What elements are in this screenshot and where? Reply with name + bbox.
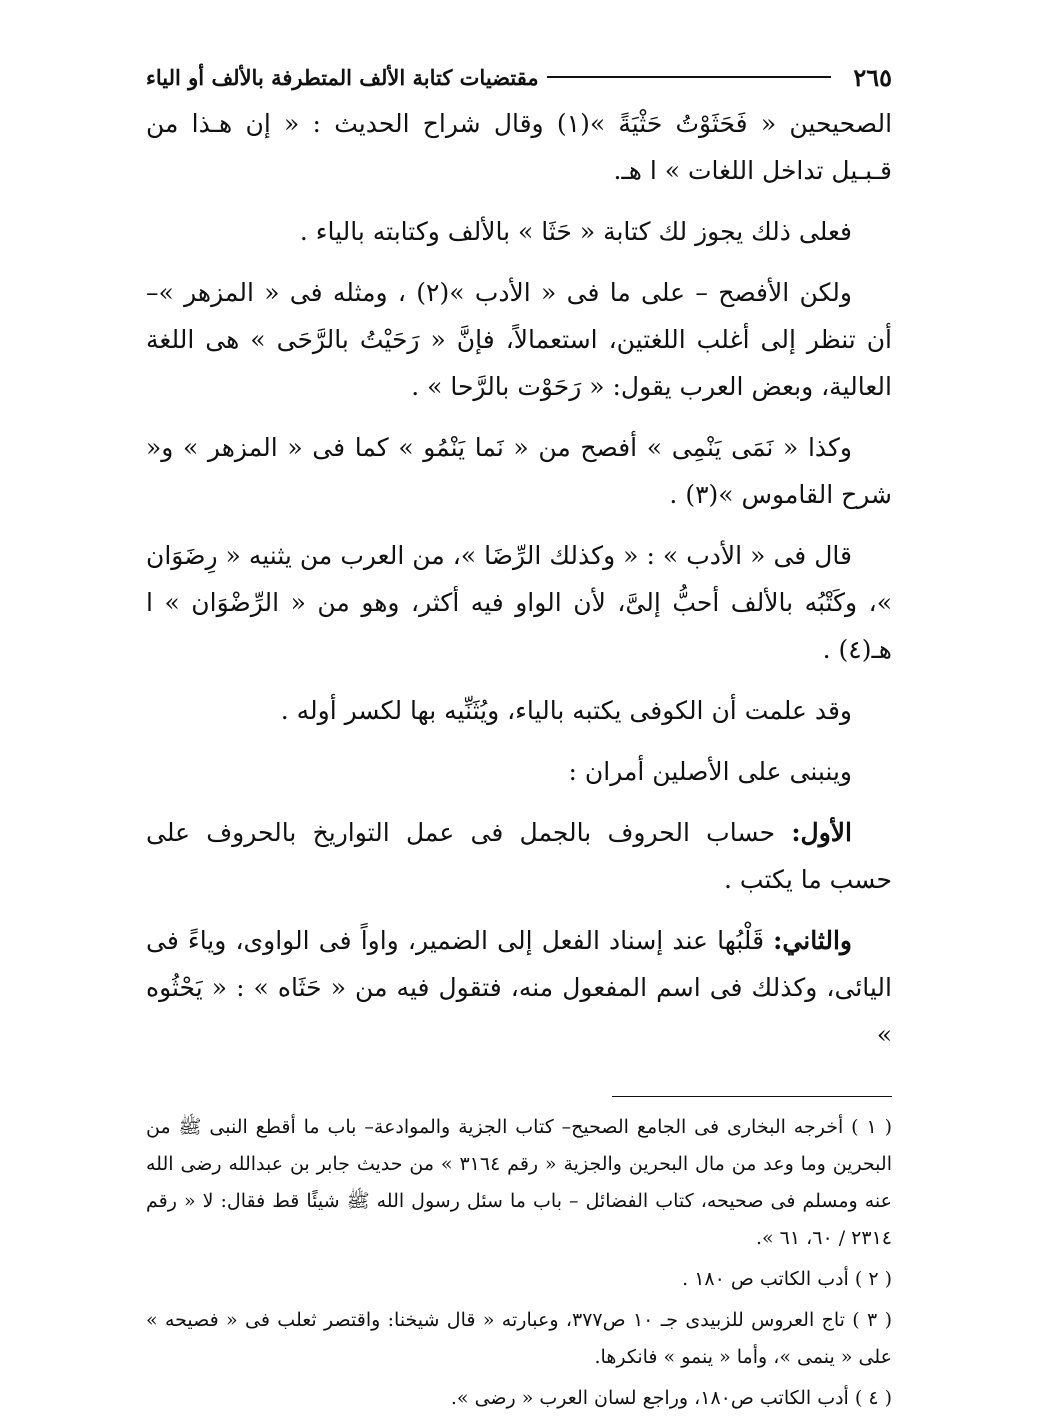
paragraph: الصحيحين « فَحَثَوْتُ حَثْيَةً »(١) وقال شراح الحديث : « إن هـذا من قـبـيل تداخل اللغات » ا هـ. [146, 109, 893, 185]
paragraph: فعلى ذلك يجوز لك كتابة « حَثَا » بالألف وكتابته بالياء . [299, 217, 852, 246]
paragraph: وقد علمت أن الكوفى يكتبه بالياء، ويُثَنِّيه بها لكسر أوله . [280, 696, 852, 725]
footnote: ( ٣ ) تاج العروس للزبيدى جـ ١٠ ص٣٧٧، وعبارته « قال شيخنا: واقتصر ثعلب فى « فصيحه » على « ينمى »، وأما « ينمو » فانكرها. [146, 1309, 893, 1368]
paragraph: الأول: حساب الحروف بالجمل فى عمل التواريخ بالحروف على حسب ما يكتب . [146, 818, 892, 894]
paragraph: ولكن الأفصح – على ما فى « الأدب »(٢) ، ومثله فى « المزهر »– أن تنظر إلى أغلب اللغتين، استعمالاً، فإنَّ « رَحَيْتُ بالرَّحَى » هى اللغة العالية، وبعض العرب يقول: « رَحَوْت بالرَّحا » . [146, 278, 892, 401]
footnote-separator [612, 1096, 892, 1097]
paragraph: وكذا « نَمَى يَنْمِى » أفصح من « نَما يَنْمُو » كما فى « المزهر » و« شرح القاموس »(٣) . [146, 433, 892, 509]
running-header [146, 60, 892, 94]
bold-lead: الأول: [791, 818, 852, 847]
bold-lead: والثاني: [773, 926, 852, 955]
running-title: مقتضيات كتابة الألف المتطرفة بالألف أو الياء [146, 64, 539, 90]
footnotes [146, 1109, 892, 1417]
footnote: ( ٢ ) أدب الكاتب ص ١٨٠ . [682, 1268, 892, 1290]
paragraph: قال فى « الأدب » : « وكذلك الرِّضَا »، من العرب من يثنيه « رِضَوَان »، وكَتْبُه بالألف أحبُّ إلىَّ، لأن الواو فيه أكثر، وهو من « الرِّضْوَان » ا هـ(٤) . [146, 541, 892, 664]
paragraph: والثاني: قَلْبُها عند إسناد الفعل إلى الضمير، واواً فى الواوى، وياءً فى اليائى، وكذلك فى اسم المفعول منه، فتقول فيه من « حَثَاه » : « يَحْثُوه » [146, 926, 892, 1049]
footnote: ( ١ ) أخرجه البخارى فى الجامع الصحيح– كتاب الجزية والموادعة– باب ما أقطع النبى ﷺ من البحرين وما وعد من مال البحرين والجزية « رقم ٣١٦٤ » من حديث جابر بن عبدالله رضى الله عنه ومسلم فى صحيحه، كتاب الفضائل – باب ما سئل رسول الله ﷺ شيئًا قط فقال: لا « رقم ٢٣١٤ / ٦٠، ٦١ ». [146, 1116, 892, 1249]
page-number: ٢٦٥ [853, 62, 892, 92]
book-page [146, 60, 893, 1409]
header-rule [547, 76, 832, 78]
footnote: ( ٤ ) أدب الكاتب ص١٨٠، وراجع لسان العرب « رضى ». [450, 1387, 892, 1409]
main-text [146, 100, 892, 1058]
paragraph: وينبنى على الأصلين أمران : [568, 757, 852, 786]
